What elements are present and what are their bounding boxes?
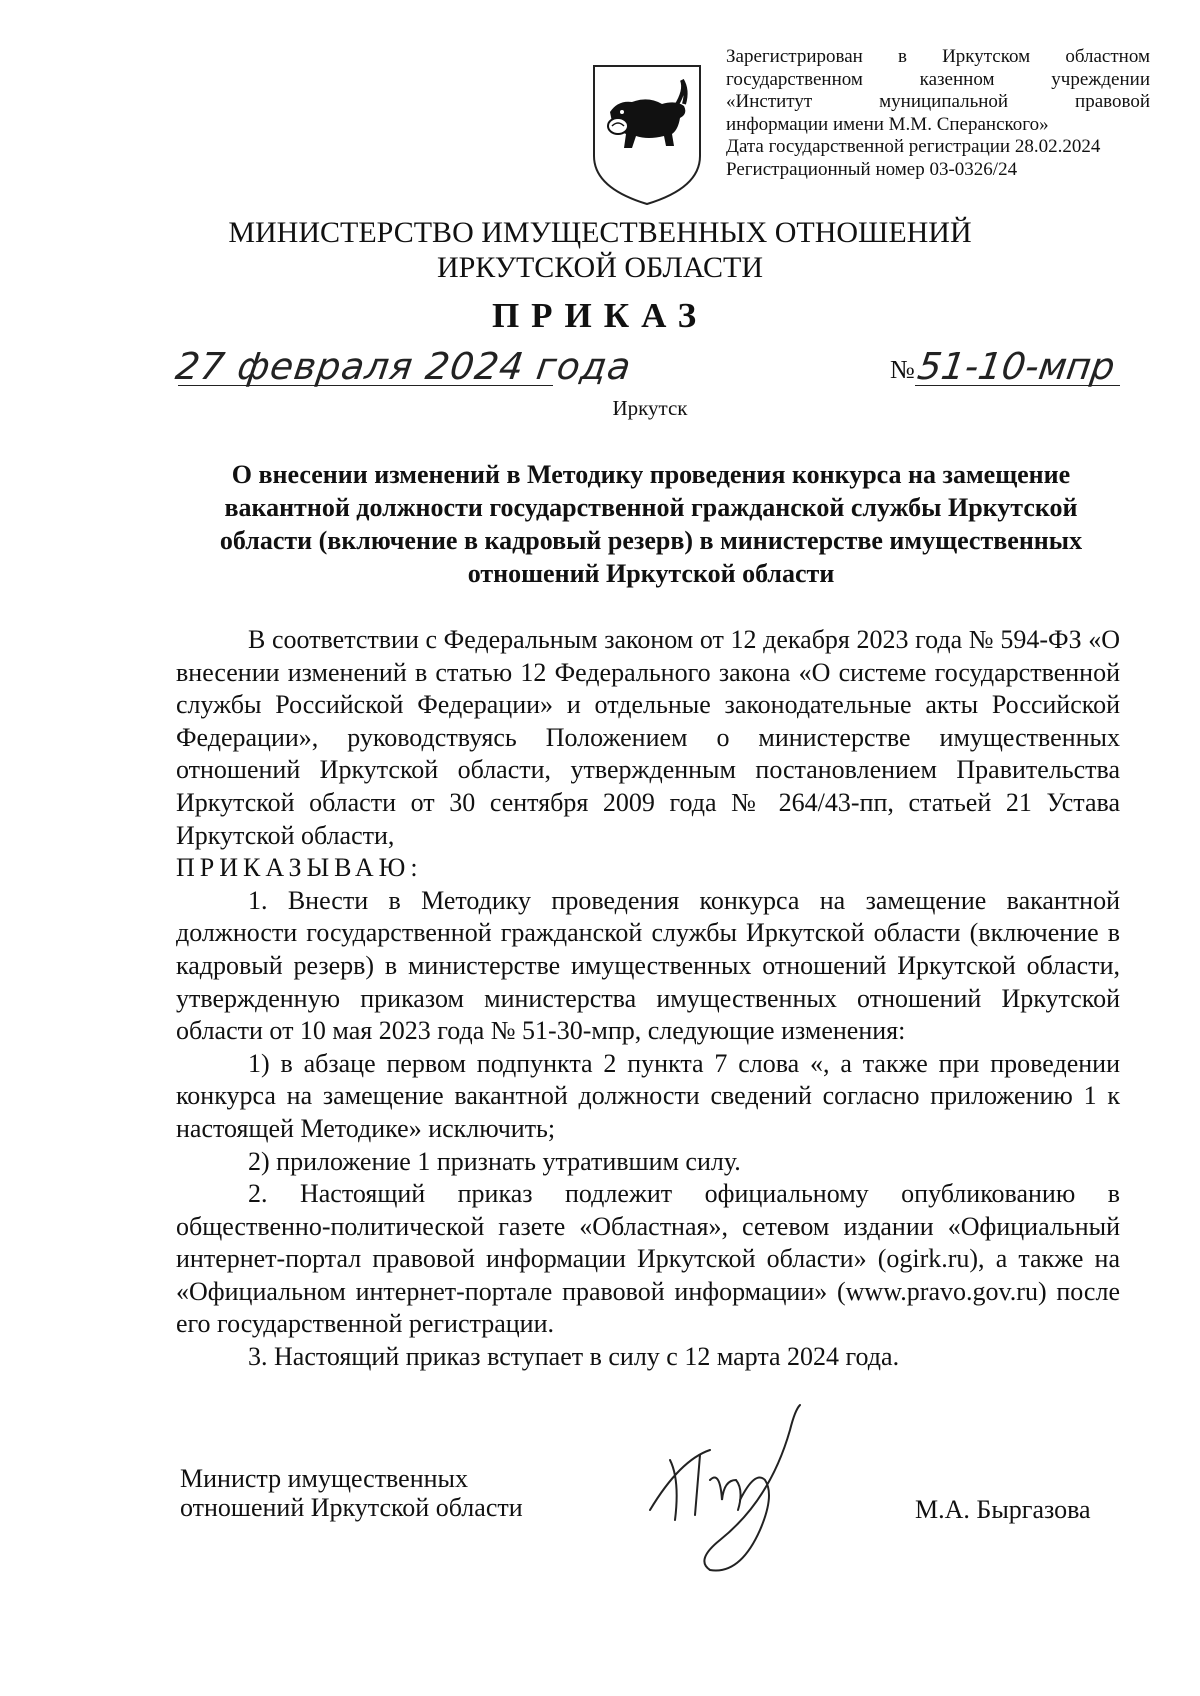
signatory-name: М.А. Быргазова <box>915 1495 1091 1524</box>
registration-line: «Институт муниципальной правовой <box>726 91 1150 112</box>
coat-of-arms-emblem <box>588 60 706 208</box>
order-heading: О внесении изменений в Методику проведения конкурса на замещение вакантной должности государственной гражданской службы Иркутской области (включение в кадровый резерв) в министерстве имущественных отношений Иркутской области <box>219 460 1083 588</box>
signatory-title-line1: Министр имущественных <box>180 1464 469 1493</box>
order-number-label: № <box>890 355 915 384</box>
order-number-handwritten: 51-10-мпр <box>914 345 1118 388</box>
order-date-handwritten: 27 февраля 2024 года <box>172 345 635 388</box>
order-word: ПРИКАЗЫВАЮ: <box>176 853 423 883</box>
ministry-name <box>0 215 1200 285</box>
ministry-name-line2: ИРКУТСКОЙ ОБЛАСТИ <box>436 251 764 284</box>
registration-line: государственном казенном учреждении <box>726 68 1150 90</box>
ministry-name-line1: МИНИСТЕРСТВО ИМУЩЕСТВЕННЫХ ОТНОШЕНИЙ <box>228 216 972 249</box>
preamble-paragraph: В соответствии с Федеральным законом от 12 декабря 2023 года № 594-ФЗ «О внесении изменений в статью 12 Федерального закона «О системе государственной службы Российской Федерации» и отдельные законодательные акты Российской Федерации», руководствуясь Положением о министерстве имущественных отношений Иркутской области, утвержденным постановлением Правительства Иркутской области от 30 сентября 2009 года № 264/43-пп, статьей 21 Устава Иркутской области, <box>176 625 1120 850</box>
subitem-2-paragraph: 2) приложение 1 признать утратившим силу. <box>248 1146 741 1176</box>
number-underline <box>915 385 1120 386</box>
registration-number: Регистрационный номер 03-0326/24 <box>726 158 1018 180</box>
item-3-paragraph: 3. Настоящий приказ вступает в силу с 12 марта 2024 года. <box>248 1342 900 1372</box>
registration-line: Зарегистрирован в Иркутском областном <box>726 46 1150 67</box>
item-2-paragraph: 2. Настоящий приказ подлежит официальному опубликованию в общественно-политической газете «Областная», сетевом издании «Официальный интернет-портал правовой информации Иркутской области» (ogirk.ru), а также на «Официальном интернет-портале правовой информации» (www.pravo.gov.ru) после его государственной регистрации. <box>176 1179 1120 1339</box>
order-body <box>176 624 1120 1374</box>
subitem-1-paragraph: 1) в абзаце первом подпункта 2 пункта 7 слова «, а также при проведении конкурса на замещение вакантной должности сведений согласно приложению 1 к настоящей Методике» исключить; <box>176 1048 1120 1143</box>
document-type-title: ПРИКАЗ <box>491 296 709 335</box>
registration-date: Дата государственной регистрации 28.02.2024 <box>726 136 1101 157</box>
city-name: Иркутск <box>612 396 688 420</box>
date-underline <box>178 385 553 386</box>
signatory-title <box>180 1464 523 1522</box>
signatory-title-line2: отношений Иркутской области <box>180 1493 523 1522</box>
handwritten-signature <box>640 1400 840 1590</box>
registration-line: информации имени М.М. Сперанского» <box>726 113 1049 135</box>
registration-stamp <box>726 46 1150 181</box>
item-1-paragraph: 1. Внести в Методику проведения конкурса на замещение вакантной должности государственной гражданской службы Иркутской области (включение в кадровый резерв) в министерстве имущественных отношений Иркутской области, утвержденную приказом министерства имущественных отношений Иркутской области от 10 мая 2023 года № 51-30-мпр, следующие изменения: <box>176 885 1120 1046</box>
